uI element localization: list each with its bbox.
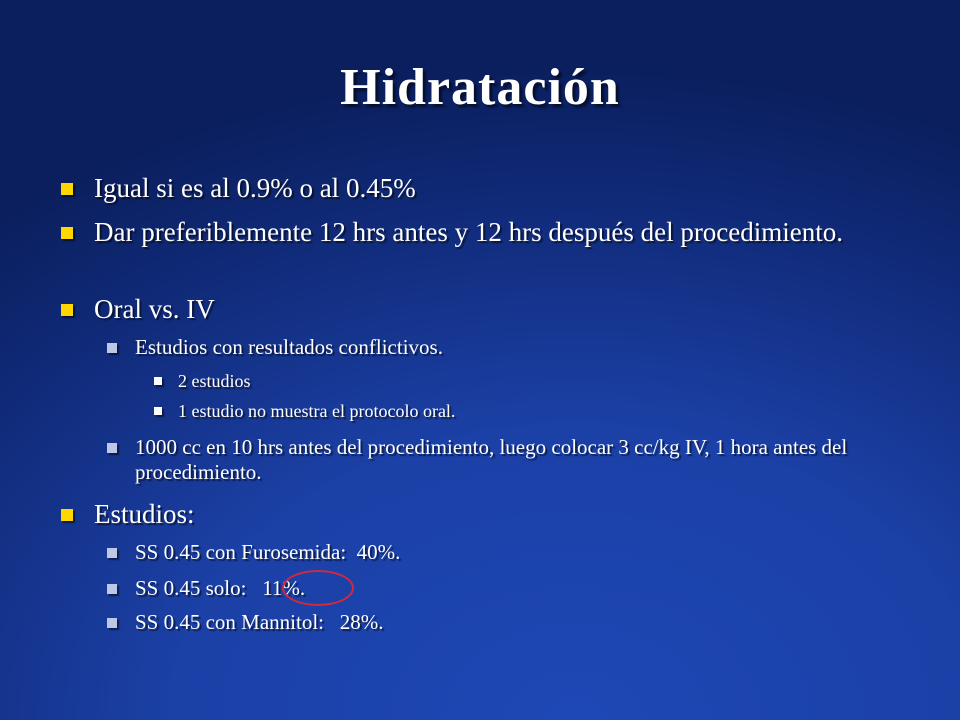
bullet-item	[94, 216, 894, 248]
square-bullet-icon	[154, 377, 162, 385]
bullet-item	[94, 293, 894, 325]
sub-bullet-text: Estudios con resultados conflictivos.	[135, 335, 443, 359]
square-bullet-icon	[107, 618, 117, 628]
sub-sub-bullet-item	[178, 400, 778, 422]
sub-bullet-item	[135, 335, 895, 360]
square-bullet-icon	[61, 509, 73, 521]
sub-sub-bullet-item	[178, 370, 778, 392]
sub-bullet-text: SS 0.45 con Furosemida: 40%.	[135, 540, 401, 564]
bullet-item	[94, 498, 894, 530]
bullet-text: Oral vs. IV	[94, 294, 215, 324]
square-bullet-icon	[107, 584, 117, 594]
square-bullet-icon	[107, 548, 117, 558]
square-bullet-icon	[61, 183, 73, 195]
sub-bullet-item	[135, 435, 895, 485]
slide-title: Hidratación	[340, 59, 620, 116]
bullet-text: Igual si es al 0.9% o al 0.45%	[94, 173, 416, 203]
sub-sub-bullet-text: 2 estudios	[178, 371, 251, 391]
square-bullet-icon	[107, 343, 117, 353]
square-bullet-icon	[61, 227, 73, 239]
bullet-item	[94, 172, 894, 204]
highlight-circle	[282, 570, 354, 606]
bullet-text: Estudios:	[94, 499, 195, 529]
sub-bullet-item	[135, 576, 895, 601]
sub-bullet-item	[135, 540, 895, 565]
bullet-text: Dar preferiblemente 12 hrs antes y 12 hrs después del procedimiento.	[94, 217, 844, 247]
sub-bullet-text: SS 0.45 solo: 11%.	[135, 576, 306, 600]
sub-bullet-text: 1000 cc en 10 hrs antes del procedimiento, luego colocar 3 cc/kg IV, 1 hora antes del procedimiento.	[135, 435, 848, 484]
sub-bullet-text: SS 0.45 con Mannitol: 28%.	[135, 610, 384, 634]
square-bullet-icon	[107, 443, 117, 453]
sub-bullet-item	[135, 610, 895, 635]
sub-sub-bullet-text: 1 estudio no muestra el protocolo oral.	[178, 401, 456, 421]
square-bullet-icon	[154, 407, 162, 415]
square-bullet-icon	[61, 304, 73, 316]
